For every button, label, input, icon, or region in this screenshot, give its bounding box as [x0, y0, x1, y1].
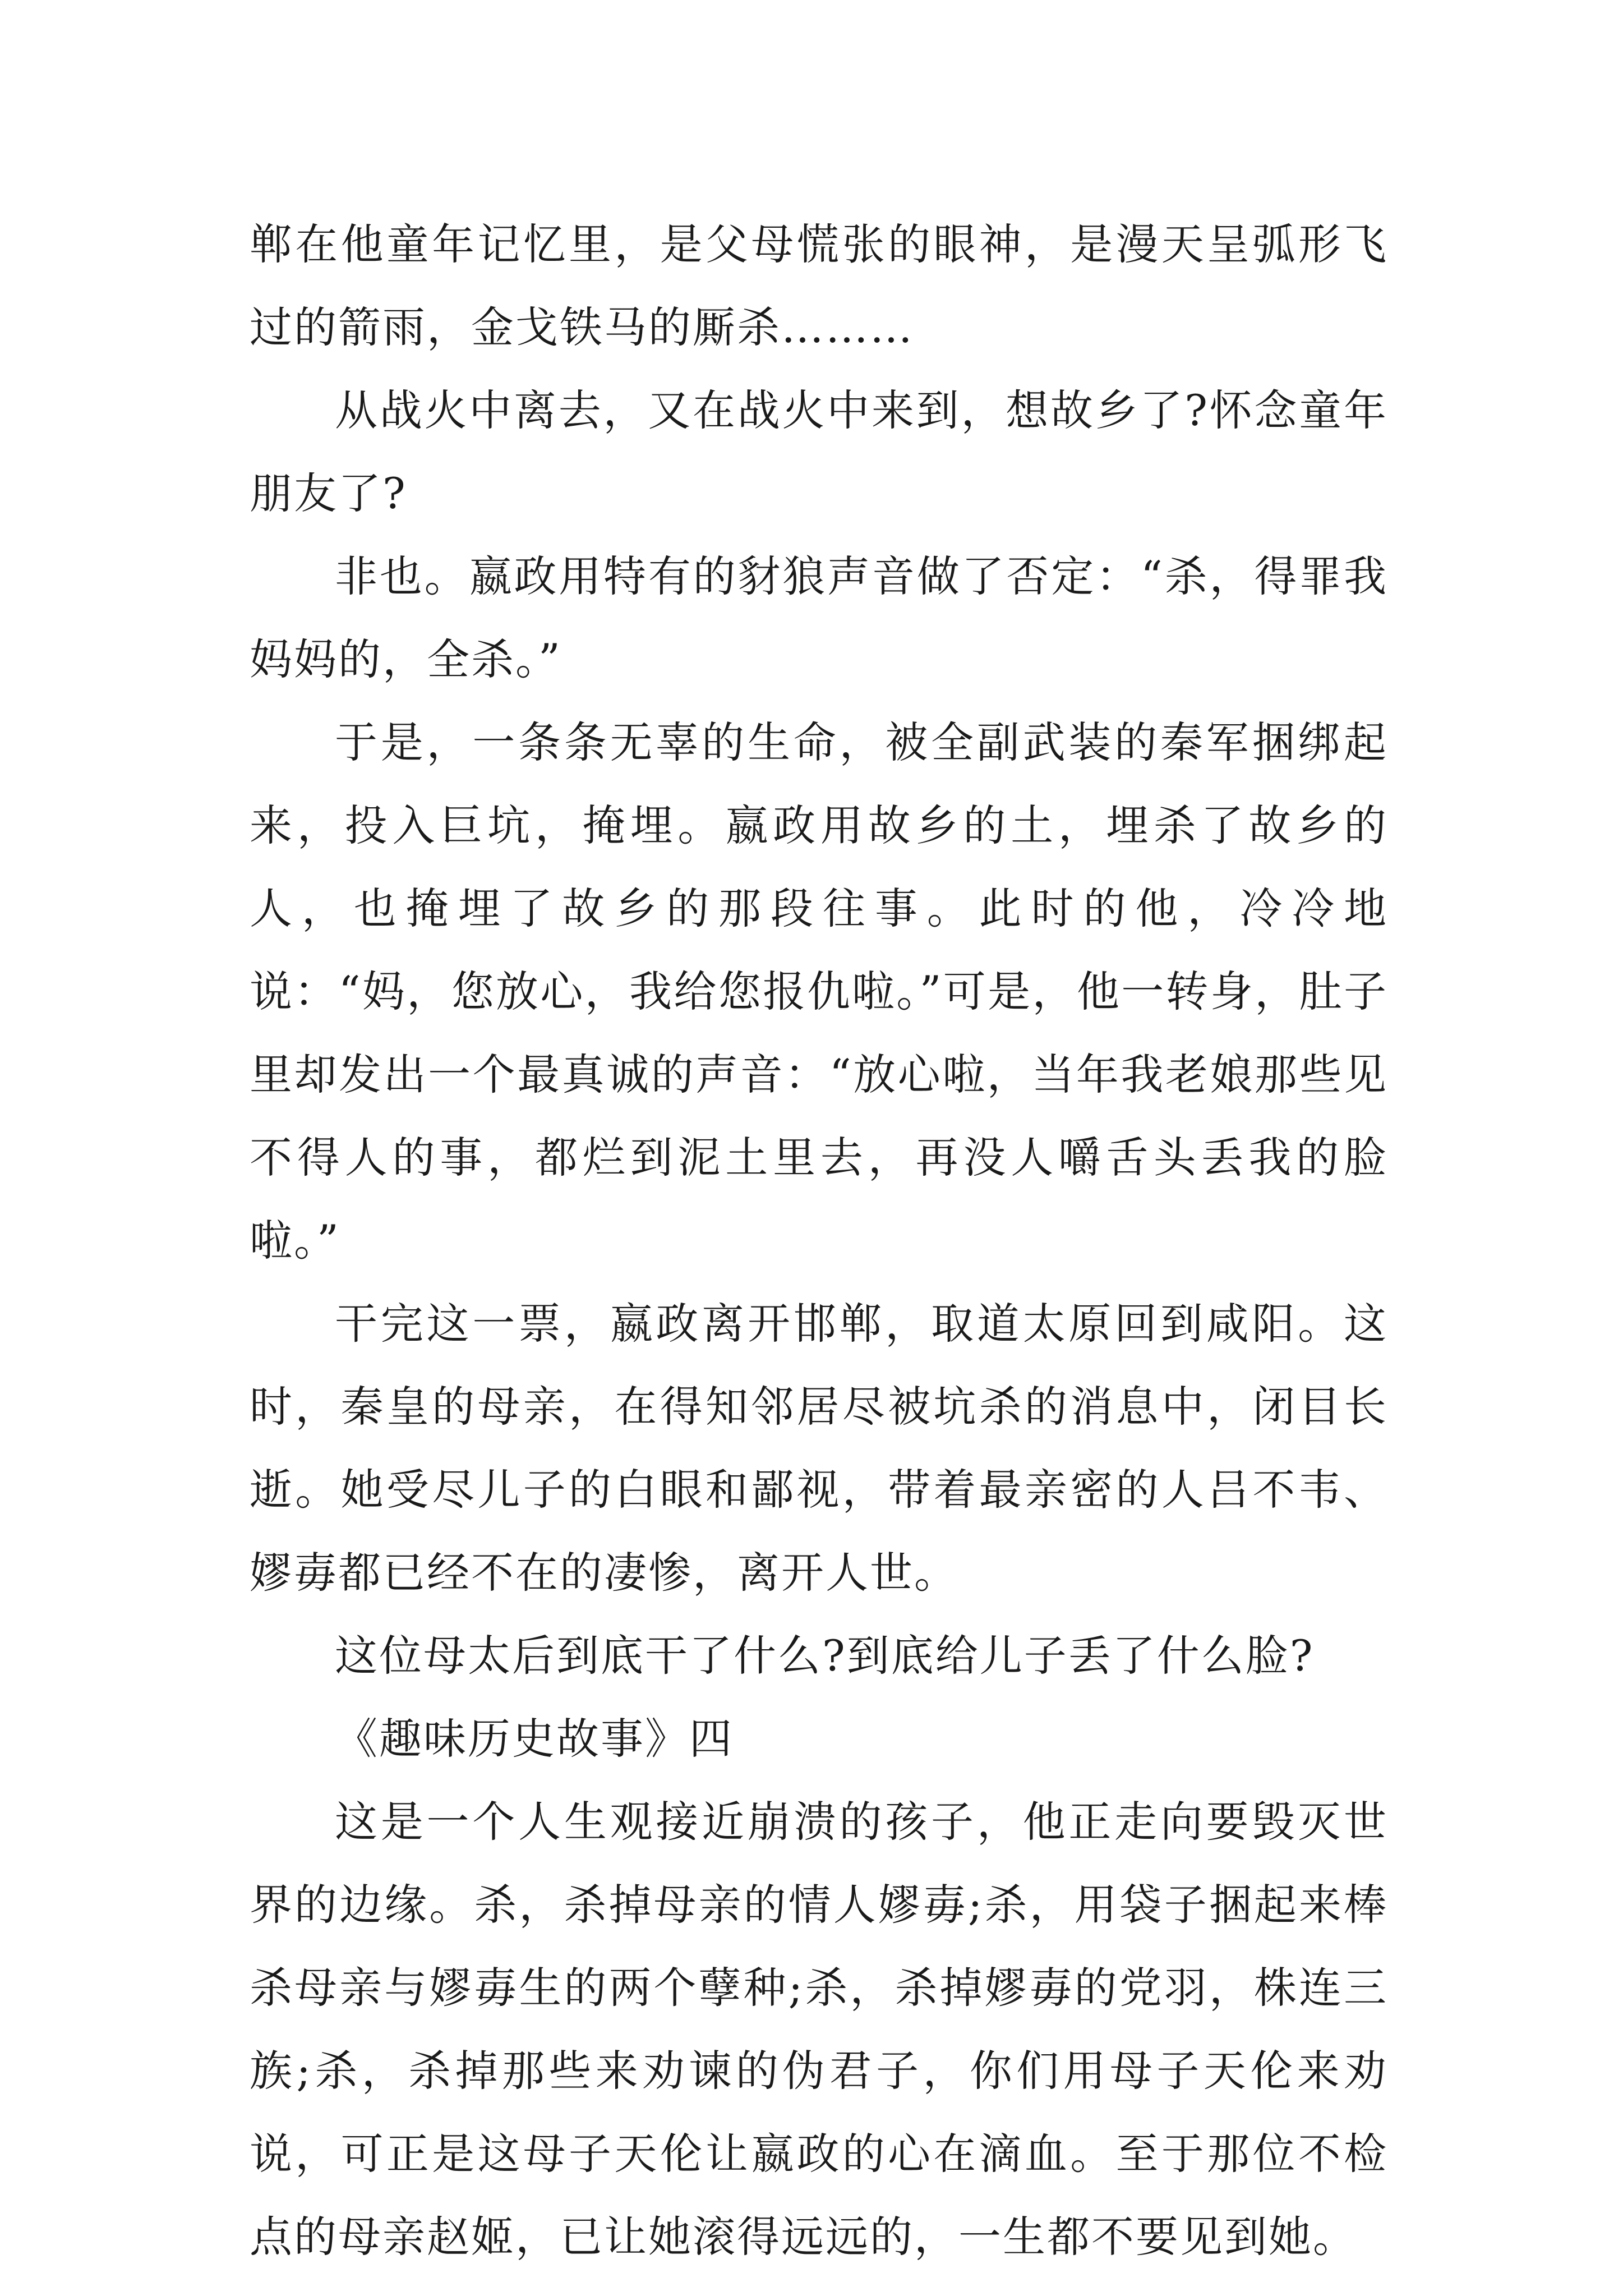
paragraph: 郸在他童年记忆里，是父母慌张的眼神，是漫天呈弧形飞过的箭雨，金戈铁马的厮杀……… [250, 219, 1388, 352]
paragraph: 这位母太后到底干了什么?到底给儿子丢了什么脸? [335, 1631, 1315, 1681]
section-heading: 《趣味历史故事》四 [335, 1714, 734, 1764]
paragraph: 从战火中离去，又在战火中来到，想故乡了?怀念童年朋友了? [250, 385, 1388, 518]
paragraph: 这是一个人生观接近崩溃的孩子，他正走向要毁灭世界的边缘。杀，杀掉母亲的情人嫪毐;杀，用袋子捆起来棒杀母亲与嫪毐生的两个孽种;杀，杀掉嫪毐的党羽，株连三族;杀，杀掉那些来劝谏的伪君子，你们用母子天伦来劝说，可正是这母子天伦让嬴政的心在滴血。至于那位不检点的母亲赵姬，已让她滚得远远的，一生都不要见到她。 [250, 1797, 1388, 2262]
document-body [250, 203, 1388, 2279]
paragraph: 于是，一条条无辜的生命，被全副武装的秦军捆绑起来，投入巨坑，掩埋。嬴政用故乡的土，埋杀了故乡的人，也掩埋了故乡的那段往事。此时的他，冷冷地说：“妈，您放心，我给您报仇啦。”可是，他一转身，肚子里却发出一个最真诚的声音：“放心啦，当年我老娘那些见不得人的事，都烂到泥土里去，再没人嚼舌头丢我的脸啦。” [250, 717, 1388, 1266]
paragraph: 干完这一票，嬴政离开邯郸，取道太原回到咸阳。这时，秦皇的母亲，在得知邻居尽被坑杀的消息中，闭目长逝。她受尽儿子的白眼和鄙视，带着最亲密的人吕不韦、嫪毐都已经不在的凄惨，离开人世。 [250, 1299, 1388, 1598]
paragraph: 非也。嬴政用特有的豺狼声音做了否定：“杀，得罪我妈妈的，全杀。” [250, 551, 1388, 684]
